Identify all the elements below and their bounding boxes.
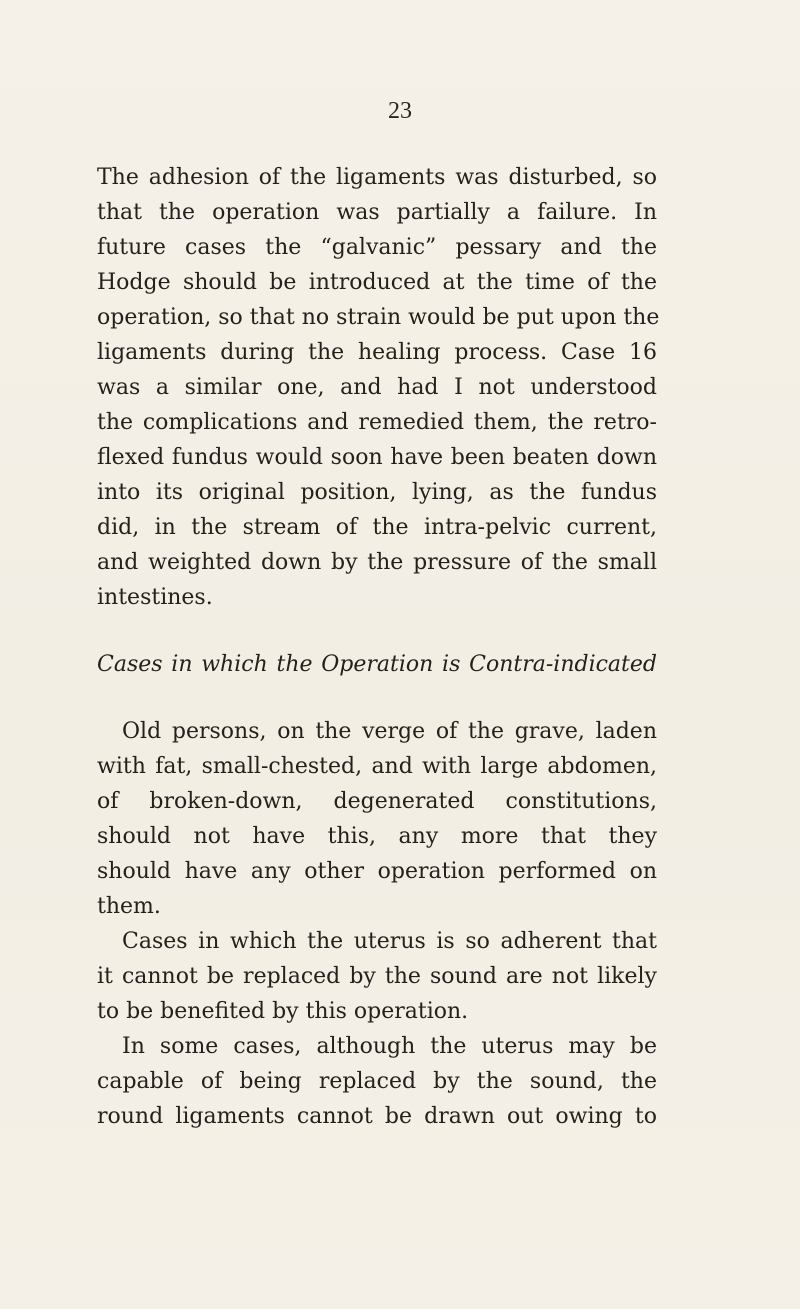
text-line: capable of being replaced by the sound, the: [97, 1069, 657, 1094]
text-line: intestines.: [97, 585, 213, 610]
text-line: Old persons, on the verge of the grave, laden: [122, 719, 657, 744]
text-line: into its original position, lying, as the fundus: [97, 480, 657, 505]
text-line: it cannot be replaced by the sound are not likely: [97, 964, 657, 989]
text-line: the complications and remedied them, the retro-: [97, 410, 657, 435]
section-heading: Cases in which the Operation is Contra-indicated: [97, 652, 657, 677]
text-line: flexed fundus would soon have been beaten down: [97, 445, 657, 470]
text-line: Cases in which the uterus is so adherent that: [122, 929, 657, 954]
page-number: 23: [388, 98, 412, 124]
text-line: The adhesion of the ligaments was disturbed, so: [97, 165, 657, 190]
text-line: operation, so that no strain would be put upon the: [97, 305, 660, 330]
text-line: should not have this, any more that they: [97, 824, 657, 849]
text-line: that the operation was partially a failure. In: [97, 200, 657, 225]
text-line: future cases the “galvanic” pessary and the: [97, 235, 657, 260]
text-line: was a similar one, and had I not understood: [97, 375, 657, 400]
text-line: did, in the stream of the intra-pelvic current,: [97, 515, 657, 540]
text-line: and weighted down by the pressure of the small: [97, 550, 657, 575]
text-line: round ligaments cannot be drawn out owing to: [97, 1104, 657, 1129]
text-line: should have any other operation performed on: [97, 859, 657, 884]
text-line: them.: [97, 894, 161, 919]
text-line: of broken-down, degenerated constitutions,: [97, 789, 657, 814]
text-line: with fat, small-chested, and with large abdomen,: [97, 754, 657, 779]
text-line: to be benefited by this operation.: [97, 999, 469, 1024]
text-line: ligaments during the healing process. Case 16: [97, 340, 657, 365]
text-line: Hodge should be introduced at the time of the: [97, 270, 657, 295]
text-line: In some cases, although the uterus may be: [122, 1034, 657, 1059]
